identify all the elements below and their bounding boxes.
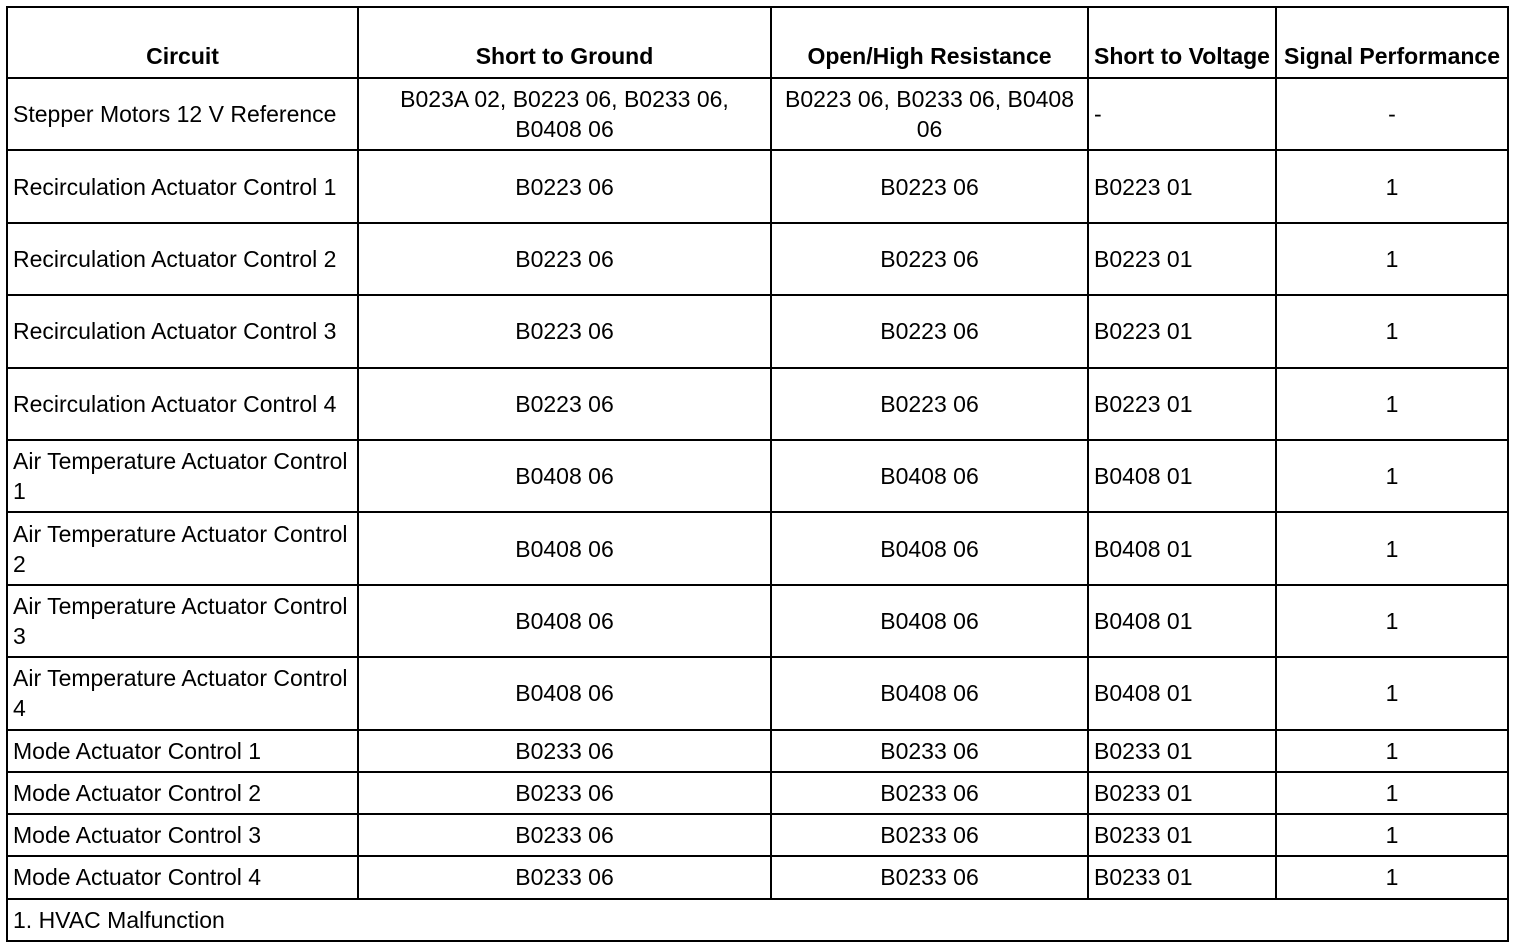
cell-short-to-voltage: B0233 01 <box>1088 772 1276 814</box>
cell-circuit: Recirculation Actuator Control 3 <box>7 295 358 367</box>
header-short-to-voltage: Short to Voltage <box>1088 7 1276 78</box>
cell-open-high-resistance: B0408 06 <box>771 585 1088 657</box>
table-row <box>7 440 1508 512</box>
cell-open-high-resistance: B0233 06 <box>771 814 1088 856</box>
cell-signal-performance: 1 <box>1276 585 1508 657</box>
cell-short-to-voltage: B0223 01 <box>1088 150 1276 222</box>
cell-open-high-resistance: B0223 06 <box>771 150 1088 222</box>
cell-circuit: Air Temperature Actuator Control 2 <box>7 512 358 584</box>
cell-circuit: Recirculation Actuator Control 1 <box>7 150 358 222</box>
table-row <box>7 150 1508 222</box>
cell-short-to-ground: B0408 06 <box>358 512 771 584</box>
header-circuit: Circuit <box>7 7 358 78</box>
cell-signal-performance: - <box>1276 78 1508 150</box>
cell-short-to-ground: B0223 06 <box>358 150 771 222</box>
header-short-to-ground: Short to Ground <box>358 7 771 78</box>
cell-circuit: Air Temperature Actuator Control 3 <box>7 585 358 657</box>
cell-signal-performance: 1 <box>1276 657 1508 729</box>
cell-short-to-voltage: B0408 01 <box>1088 440 1276 512</box>
cell-open-high-resistance: B0408 06 <box>771 512 1088 584</box>
table-row <box>7 295 1508 367</box>
cell-short-to-voltage: B0223 01 <box>1088 368 1276 440</box>
cell-short-to-ground: B0408 06 <box>358 440 771 512</box>
table-row <box>7 856 1508 898</box>
table-row <box>7 585 1508 657</box>
cell-short-to-ground: B023A 02, B0223 06, B0233 06, B0408 06 <box>358 78 771 150</box>
cell-open-high-resistance: B0233 06 <box>771 730 1088 772</box>
cell-circuit: Mode Actuator Control 2 <box>7 772 358 814</box>
cell-short-to-voltage: B0233 01 <box>1088 730 1276 772</box>
cell-signal-performance: 1 <box>1276 440 1508 512</box>
table-row <box>7 730 1508 772</box>
table-row <box>7 814 1508 856</box>
cell-short-to-ground: B0408 06 <box>358 657 771 729</box>
cell-signal-performance: 1 <box>1276 856 1508 898</box>
cell-circuit: Recirculation Actuator Control 4 <box>7 368 358 440</box>
cell-open-high-resistance: B0233 06 <box>771 772 1088 814</box>
cell-short-to-voltage: B0408 01 <box>1088 657 1276 729</box>
header-open-high-resistance: Open/High Resistance <box>771 7 1088 78</box>
cell-signal-performance: 1 <box>1276 368 1508 440</box>
table-row <box>7 512 1508 584</box>
cell-short-to-ground: B0223 06 <box>358 368 771 440</box>
cell-short-to-voltage: B0408 01 <box>1088 585 1276 657</box>
table-body <box>7 78 1508 941</box>
cell-open-high-resistance: B0223 06, B0233 06, B0408 06 <box>771 78 1088 150</box>
header-signal-performance: Signal Performance <box>1276 7 1508 78</box>
footnote-row <box>7 899 1508 941</box>
table-row <box>7 772 1508 814</box>
cell-circuit: Air Temperature Actuator Control 4 <box>7 657 358 729</box>
cell-open-high-resistance: B0223 06 <box>771 223 1088 295</box>
cell-open-high-resistance: B0408 06 <box>771 657 1088 729</box>
cell-short-to-voltage: B0223 01 <box>1088 295 1276 367</box>
cell-circuit: Recirculation Actuator Control 2 <box>7 223 358 295</box>
table-row <box>7 368 1508 440</box>
cell-circuit: Mode Actuator Control 1 <box>7 730 358 772</box>
cell-open-high-resistance: B0233 06 <box>771 856 1088 898</box>
table-row <box>7 657 1508 729</box>
cell-short-to-ground: B0233 06 <box>358 730 771 772</box>
cell-short-to-voltage: B0233 01 <box>1088 856 1276 898</box>
cell-short-to-ground: B0223 06 <box>358 295 771 367</box>
cell-signal-performance: 1 <box>1276 512 1508 584</box>
cell-signal-performance: 1 <box>1276 295 1508 367</box>
table-row <box>7 223 1508 295</box>
cell-signal-performance: 1 <box>1276 150 1508 222</box>
cell-signal-performance: 1 <box>1276 223 1508 295</box>
cell-short-to-ground: B0408 06 <box>358 585 771 657</box>
cell-short-to-ground: B0223 06 <box>358 223 771 295</box>
cell-open-high-resistance: B0223 06 <box>771 368 1088 440</box>
dtc-table <box>6 6 1509 942</box>
cell-short-to-voltage: B0223 01 <box>1088 223 1276 295</box>
cell-short-to-ground: B0233 06 <box>358 772 771 814</box>
cell-signal-performance: 1 <box>1276 772 1508 814</box>
header-row <box>7 7 1508 78</box>
cell-open-high-resistance: B0223 06 <box>771 295 1088 367</box>
cell-circuit: Mode Actuator Control 3 <box>7 814 358 856</box>
cell-circuit: Stepper Motors 12 V Reference <box>7 78 358 150</box>
cell-signal-performance: 1 <box>1276 730 1508 772</box>
table-row <box>7 78 1508 150</box>
cell-short-to-voltage: - <box>1088 78 1276 150</box>
cell-open-high-resistance: B0408 06 <box>771 440 1088 512</box>
cell-short-to-ground: B0233 06 <box>358 856 771 898</box>
cell-short-to-ground: B0233 06 <box>358 814 771 856</box>
cell-signal-performance: 1 <box>1276 814 1508 856</box>
cell-circuit: Air Temperature Actuator Control 1 <box>7 440 358 512</box>
footnote: 1. HVAC Malfunction <box>7 899 1508 941</box>
cell-short-to-voltage: B0233 01 <box>1088 814 1276 856</box>
cell-short-to-voltage: B0408 01 <box>1088 512 1276 584</box>
cell-circuit: Mode Actuator Control 4 <box>7 856 358 898</box>
